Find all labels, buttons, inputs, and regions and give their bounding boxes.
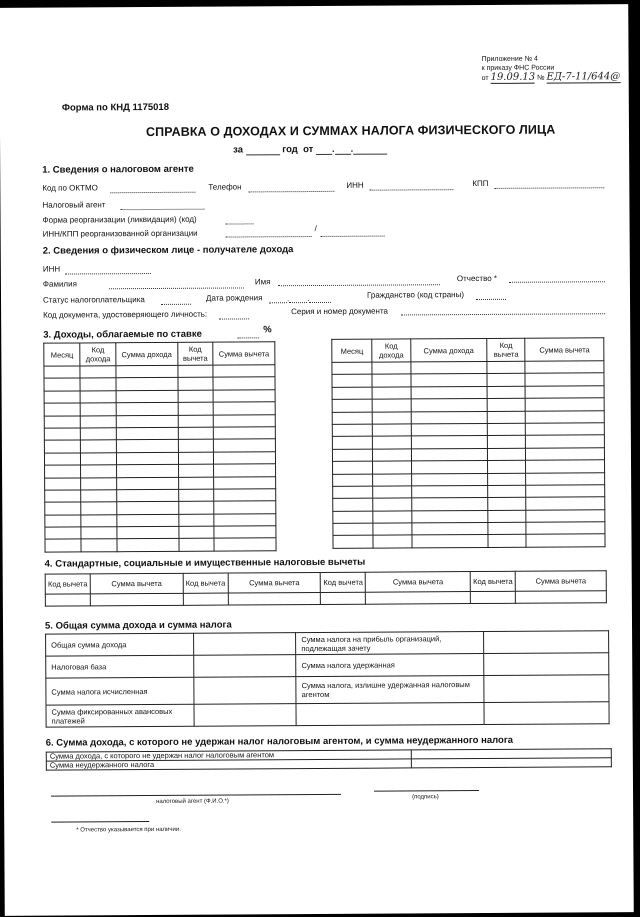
fixed-advance-label: Сумма фиксированных авансовых платежей <box>46 704 194 727</box>
deduction-code-cell[interactable] <box>178 427 214 440</box>
income-amount-cell[interactable] <box>116 415 178 428</box>
income-code-cell[interactable] <box>81 539 117 552</box>
income-code-cell[interactable] <box>81 502 117 515</box>
deduction-amount-cell[interactable] <box>526 460 605 473</box>
deduction-code-cell[interactable] <box>179 539 215 552</box>
date-day-field[interactable] <box>316 144 332 155</box>
fixed-advance-value[interactable] <box>194 704 296 727</box>
income-amount-cell[interactable] <box>116 440 178 453</box>
income-amount-cell[interactable] <box>117 539 179 552</box>
deduction-amount-cell[interactable] <box>213 377 275 390</box>
income-amount-cell[interactable] <box>116 427 178 440</box>
table-row <box>46 702 609 727</box>
income-code-cell[interactable] <box>372 374 410 387</box>
month-cell[interactable] <box>332 437 372 450</box>
col-income-code: Код дохода <box>372 339 410 362</box>
reorg-form-field[interactable] <box>225 214 253 224</box>
year-field[interactable] <box>246 144 280 155</box>
deduction-code-cell[interactable] <box>178 452 214 465</box>
deduction-code-cell[interactable] <box>488 522 526 535</box>
deduction-amount-cell[interactable] <box>526 485 605 498</box>
income-amount-cell[interactable] <box>410 361 487 374</box>
income-code-cell[interactable] <box>80 391 116 404</box>
month-cell[interactable] <box>333 498 373 511</box>
deduction-code-cell[interactable] <box>488 485 526 498</box>
income-code-cell[interactable] <box>372 411 410 424</box>
income-code-cell[interactable] <box>81 403 117 416</box>
col-deduction-code: Код вычета <box>470 571 515 591</box>
deduction-amount-cell[interactable] <box>526 534 605 547</box>
unwithheld-table <box>46 748 612 770</box>
form-code: Форма по КНД 1175018 <box>61 101 170 114</box>
income-code-cell[interactable] <box>373 498 411 511</box>
month-cell[interactable] <box>44 403 80 416</box>
month-cell[interactable] <box>45 465 81 478</box>
income-table-left <box>43 341 276 552</box>
deduction-code-cell[interactable] <box>488 460 526 473</box>
deduction-amount-cell[interactable] <box>214 439 276 452</box>
name-field[interactable] <box>278 275 440 286</box>
deduction-amount-cell[interactable] <box>526 509 605 522</box>
deduction-amount-cell[interactable] <box>214 501 276 514</box>
deduction-code-cell[interactable] <box>178 489 214 502</box>
agent-field[interactable] <box>120 200 204 211</box>
income-amount-cell[interactable] <box>117 477 179 490</box>
doc-code-field[interactable] <box>219 309 249 319</box>
deduction-amount-cell[interactable] <box>526 522 605 535</box>
month-cell[interactable] <box>45 515 81 528</box>
income-table-right <box>331 337 605 549</box>
deduction-code-cell[interactable] <box>178 390 214 403</box>
income-code-cell[interactable] <box>81 428 117 441</box>
col-income-amount: Сумма дохода <box>116 342 178 365</box>
deduction-code-cell[interactable] <box>178 402 214 415</box>
deduction-code-cell[interactable] <box>178 365 214 378</box>
col-deduction-amount: Сумма вычета <box>228 572 321 593</box>
deduction-amount-cell[interactable] <box>213 365 275 378</box>
footnote-divider <box>51 821 149 823</box>
deduction-amount-cell[interactable] <box>213 414 275 427</box>
income-amount-cell[interactable] <box>117 502 179 515</box>
deduction-amount-cell[interactable] <box>526 447 605 460</box>
deduction-amount-cell[interactable] <box>366 592 471 605</box>
table-row <box>46 675 609 705</box>
oktmo-label: Код по ОКТМО <box>42 183 98 193</box>
doc-series-label: Серия и номер документа <box>291 306 389 317</box>
deduction-code-cell[interactable] <box>178 439 214 452</box>
birth-date-field[interactable]: . . <box>269 293 332 303</box>
deductions-table <box>45 570 607 606</box>
table-header-row <box>332 338 604 363</box>
month-cell[interactable] <box>45 477 81 490</box>
col-income-amount: Сумма дохода <box>410 338 487 361</box>
table-row <box>45 538 276 552</box>
month-cell[interactable] <box>333 486 373 499</box>
deduction-code-cell[interactable] <box>178 378 214 391</box>
tax-overwithheld-label: Сумма налога, излишне удержанная налоговым агентом <box>296 675 484 703</box>
totals-table <box>45 630 610 727</box>
income-code-cell[interactable] <box>373 473 411 486</box>
section2-heading: 2. Сведения о физическом лице - получателе дохода <box>42 244 294 257</box>
phone-label: Телефон <box>208 182 242 192</box>
empty-value-cell[interactable] <box>484 702 609 725</box>
deduction-code-cell[interactable] <box>178 477 214 490</box>
col-deduction-amount: Сумма вычета <box>213 342 275 365</box>
income-code-cell[interactable] <box>81 490 117 503</box>
income-code-cell[interactable] <box>81 514 117 527</box>
tax-overwithheld-value[interactable] <box>484 675 609 703</box>
income-code-cell[interactable] <box>373 461 411 474</box>
deduction-amount-cell[interactable] <box>228 592 321 605</box>
annex-number-label: № <box>537 74 545 82</box>
month-cell[interactable] <box>332 399 372 412</box>
deduction-code-cell[interactable] <box>487 361 525 374</box>
doc-series-field[interactable] <box>401 304 605 315</box>
deduction-code-cell[interactable] <box>487 374 525 387</box>
income-amount-cell[interactable] <box>116 390 178 403</box>
section1-heading: 1. Сведения о налоговом агенте <box>42 163 194 176</box>
month-cell[interactable] <box>44 391 80 404</box>
person-inn-field[interactable] <box>65 264 151 275</box>
deduction-code-cell[interactable] <box>488 510 526 523</box>
person-inn-label: ИНН <box>42 264 61 274</box>
income-amount-cell[interactable] <box>116 403 178 416</box>
period-line: за год от . . <box>233 144 387 156</box>
income-amount-cell[interactable] <box>116 378 178 391</box>
income-code-cell[interactable] <box>81 452 117 465</box>
income-amount-cell[interactable] <box>411 423 488 436</box>
table-row <box>333 534 605 548</box>
year-label: год <box>282 144 298 156</box>
period-prefix: за <box>233 144 244 156</box>
month-cell[interactable] <box>45 490 81 503</box>
month-cell[interactable] <box>332 362 372 375</box>
profit-tax-offset-value[interactable] <box>483 631 608 654</box>
col-month: Месяц <box>332 339 372 362</box>
surname-label: Фамилия <box>42 279 77 289</box>
income-code-cell[interactable] <box>81 465 117 478</box>
table-header-row <box>44 342 275 366</box>
total-income-label: Общая сумма дохода <box>46 633 194 656</box>
deduction-amount-cell[interactable] <box>214 513 276 526</box>
patronymic-field[interactable] <box>509 272 605 283</box>
month-cell[interactable] <box>333 511 373 524</box>
table-row <box>45 591 606 606</box>
name-label: Имя <box>254 277 271 287</box>
deduction-code-cell[interactable] <box>487 398 525 411</box>
date-year-field[interactable] <box>353 144 387 155</box>
doc-code-label: Код документа, удостоверяющего личность: <box>43 309 208 320</box>
month-cell[interactable] <box>333 461 373 474</box>
table-row <box>46 758 611 770</box>
income-amount-cell[interactable] <box>117 489 179 502</box>
col-deduction-amount: Сумма вычета <box>525 338 604 361</box>
month-cell[interactable] <box>44 416 80 429</box>
deduction-amount-cell[interactable] <box>526 472 605 485</box>
footnote: * Отчество указывается при наличии. <box>76 826 181 834</box>
deduction-amount-cell[interactable] <box>515 591 606 604</box>
deduction-amount-cell[interactable] <box>526 497 605 510</box>
income-code-cell[interactable] <box>373 486 411 499</box>
deduction-amount-cell[interactable] <box>525 361 604 374</box>
col-deduction-code: Код вычета <box>487 338 525 361</box>
tax-calculated-value[interactable] <box>194 677 297 705</box>
citizenship-field[interactable] <box>476 290 506 300</box>
phone-field[interactable] <box>248 182 334 193</box>
deduction-amount-cell[interactable] <box>525 386 604 399</box>
deduction-code-cell[interactable] <box>487 386 525 399</box>
deduction-amount-cell[interactable] <box>213 402 275 415</box>
status-field[interactable] <box>161 295 191 305</box>
income-amount-cell[interactable] <box>116 464 178 477</box>
month-cell[interactable] <box>332 424 372 437</box>
col-deduction-amount: Сумма вычета <box>515 571 606 592</box>
total-income-value[interactable] <box>193 633 295 656</box>
surname-field[interactable] <box>109 278 244 289</box>
deduction-amount-cell[interactable] <box>214 538 276 551</box>
annex-note <box>482 54 621 83</box>
agent-label: Налоговый агент <box>42 200 106 210</box>
income-amount-cell[interactable] <box>411 510 488 523</box>
income-amount-cell[interactable] <box>411 436 488 449</box>
agent-inn-label: ИНН <box>346 180 364 190</box>
deduction-amount-cell[interactable] <box>214 476 276 489</box>
month-cell[interactable] <box>44 440 80 453</box>
tax-withheld-label: Сумма налога удержанная <box>296 653 484 676</box>
agent-name-line[interactable] <box>51 794 341 797</box>
patronymic-label: Отчество * <box>456 273 498 284</box>
tax-rate-field[interactable] <box>237 328 259 338</box>
deduction-amount-cell[interactable] <box>214 464 276 477</box>
deduction-amount-cell[interactable] <box>90 593 183 606</box>
birth-date-label: Дата рождения <box>205 293 263 303</box>
tax-calculated-label: Сумма налога исчисленная <box>46 677 194 705</box>
slash-separator: / <box>314 223 317 234</box>
income-code-cell[interactable] <box>373 523 411 536</box>
income-code-cell[interactable] <box>373 535 411 548</box>
col-deduction-code: Код вычета <box>183 573 228 593</box>
deduction-code-cell[interactable] <box>487 436 525 449</box>
income-amount-cell[interactable] <box>411 473 488 486</box>
section3-heading: 3. Доходы, облагаемые по ставке <box>43 328 202 341</box>
annex-from-label: от <box>481 74 489 82</box>
income-code-cell[interactable] <box>373 436 411 449</box>
col-deduction-amount: Сумма вычета <box>90 573 183 594</box>
agent-inn-field[interactable] <box>369 180 453 191</box>
income-code-cell[interactable] <box>80 366 116 379</box>
citizenship-label: Гражданство (код страны) <box>366 290 465 300</box>
reorg-inn-kpp-label: ИНН/КПП реорганизованной организации <box>42 228 198 239</box>
annex-line3 <box>482 72 621 83</box>
month-cell[interactable] <box>44 378 80 391</box>
deduction-amount-cell[interactable] <box>214 427 276 440</box>
income-code-cell[interactable] <box>81 415 117 428</box>
status-label: Статус налогоплательщика <box>42 295 145 305</box>
annex-handwritten-date: 19.09.13 <box>490 71 536 83</box>
deduction-code-cell[interactable] <box>45 594 90 606</box>
deduction-code-cell[interactable] <box>488 473 526 486</box>
deduction-code-cell[interactable] <box>487 411 525 424</box>
month-cell[interactable] <box>332 412 372 425</box>
income-code-cell[interactable] <box>80 378 116 391</box>
tax-form-page <box>0 4 634 916</box>
income-amount-cell[interactable] <box>411 386 488 399</box>
empty-label-cell <box>296 702 484 725</box>
month-cell[interactable] <box>332 449 372 462</box>
signature-caption: (подпись) <box>412 794 439 801</box>
month-cell[interactable] <box>44 428 80 441</box>
income-code-cell[interactable] <box>373 449 411 462</box>
deduction-code-cell[interactable] <box>488 498 526 511</box>
income-code-cell[interactable] <box>373 511 411 524</box>
income-code-cell[interactable] <box>373 424 411 437</box>
annex-line2: к приказу ФНС России <box>481 64 555 72</box>
deduction-amount-cell[interactable] <box>214 451 276 464</box>
month-cell[interactable] <box>45 539 81 552</box>
annex-line1: Приложение № 4 <box>481 55 538 63</box>
deduction-amount-cell[interactable] <box>526 423 605 436</box>
income-amount-cell[interactable] <box>116 365 178 378</box>
income-amount-cell[interactable] <box>117 514 179 527</box>
tax-base-label: Налоговая база <box>46 655 194 678</box>
deduction-code-cell[interactable] <box>488 535 526 548</box>
percent-sign: % <box>263 324 272 336</box>
deduction-code-cell[interactable] <box>179 526 215 539</box>
profit-tax-offset-label: Сумма налога на прибыль организаций, подлежащая зачету <box>296 631 484 654</box>
section4-heading: 4. Стандартные, социальные и имущественные налоговые вычеты <box>44 556 366 570</box>
col-month: Месяц <box>44 343 81 366</box>
month-cell[interactable] <box>333 536 373 549</box>
income-amount-cell[interactable] <box>411 498 488 511</box>
deduction-code-cell[interactable] <box>321 592 366 604</box>
reorg-kpp-field[interactable] <box>321 227 385 237</box>
income-code-cell[interactable] <box>372 387 410 400</box>
income-amount-cell[interactable] <box>411 374 488 387</box>
income-code-cell[interactable] <box>372 362 410 375</box>
deduction-code-cell[interactable] <box>183 593 228 605</box>
agent-name-caption: налоговый агент (Ф.И.О.*) <box>156 798 229 805</box>
month-cell[interactable] <box>332 387 372 400</box>
month-cell[interactable] <box>333 474 373 487</box>
unwithheld-tax-value[interactable] <box>412 758 612 768</box>
col-deduction-amount: Сумма вычета <box>366 572 471 593</box>
deduction-amount-cell[interactable] <box>213 390 275 403</box>
income-code-cell[interactable] <box>81 440 117 453</box>
deduction-amount-cell[interactable] <box>526 435 605 448</box>
month-cell[interactable] <box>45 502 81 515</box>
date-month-field[interactable] <box>335 144 351 155</box>
month-cell[interactable] <box>44 366 80 379</box>
section6-heading: 6. Сумма дохода, с которого не удержан налог налоговым агентом, и сумма неудержанного налога <box>45 734 514 749</box>
deduction-amount-cell[interactable] <box>214 526 276 539</box>
income-code-cell[interactable] <box>81 477 117 490</box>
deduction-code-cell[interactable] <box>470 591 515 603</box>
unwithheld-income-label: Сумма дохода, с которого не удержан налог налоговым агентом <box>46 750 411 761</box>
income-amount-cell[interactable] <box>412 535 489 548</box>
income-code-cell[interactable] <box>372 399 410 412</box>
signature-line[interactable] <box>374 790 479 792</box>
deduction-code-cell[interactable] <box>487 423 525 436</box>
income-amount-cell[interactable] <box>411 485 488 498</box>
annex-handwritten-number: ЕД-7-11/644@ <box>546 71 621 83</box>
unwithheld-tax-label: Сумма неудержанного налога <box>46 759 411 770</box>
month-cell[interactable] <box>333 523 373 536</box>
col-income-code: Код дохода <box>80 343 116 366</box>
oktmo-field[interactable] <box>110 183 195 194</box>
reorg-inn-field[interactable] <box>226 227 312 238</box>
deduction-amount-cell[interactable] <box>526 398 605 411</box>
kpp-field[interactable] <box>494 178 604 189</box>
col-deduction-code: Код вычета <box>177 342 213 365</box>
tax-withheld-value[interactable] <box>484 653 609 676</box>
section5-heading: 5. Общая сумма дохода и сумма налога <box>44 619 232 632</box>
income-amount-cell[interactable] <box>411 448 488 461</box>
tax-base-value[interactable] <box>194 655 296 678</box>
month-cell[interactable] <box>45 527 81 540</box>
reorg-form-label: Форма реорганизации (ликвидация) (код) <box>42 214 197 225</box>
income-amount-cell[interactable] <box>116 452 178 465</box>
income-amount-cell[interactable] <box>411 461 488 474</box>
income-amount-cell[interactable] <box>411 523 488 536</box>
deduction-amount-cell[interactable] <box>214 489 276 502</box>
col-deduction-code: Код вычета <box>321 572 366 592</box>
deduction-code-cell[interactable] <box>178 501 214 514</box>
date-from-label: от <box>303 144 314 156</box>
deduction-amount-cell[interactable] <box>525 373 604 386</box>
deduction-code-cell[interactable] <box>178 464 214 477</box>
deduction-code-cell[interactable] <box>178 514 214 527</box>
kpp-label: КПП <box>472 178 489 189</box>
income-code-cell[interactable] <box>81 527 117 540</box>
deduction-amount-cell[interactable] <box>526 410 605 423</box>
income-amount-cell[interactable] <box>411 411 488 424</box>
deduction-code-cell[interactable] <box>488 448 526 461</box>
col-deduction-code: Код вычета <box>45 574 90 594</box>
form-title: СПРАВКА О ДОХОДАХ И СУММАХ НАЛОГА ФИЗИЧЕСКОГО ЛИЦА <box>145 122 556 140</box>
month-cell[interactable] <box>44 453 80 466</box>
month-cell[interactable] <box>332 375 372 388</box>
income-amount-cell[interactable] <box>117 526 179 539</box>
income-amount-cell[interactable] <box>411 399 488 412</box>
deduction-code-cell[interactable] <box>178 415 214 428</box>
